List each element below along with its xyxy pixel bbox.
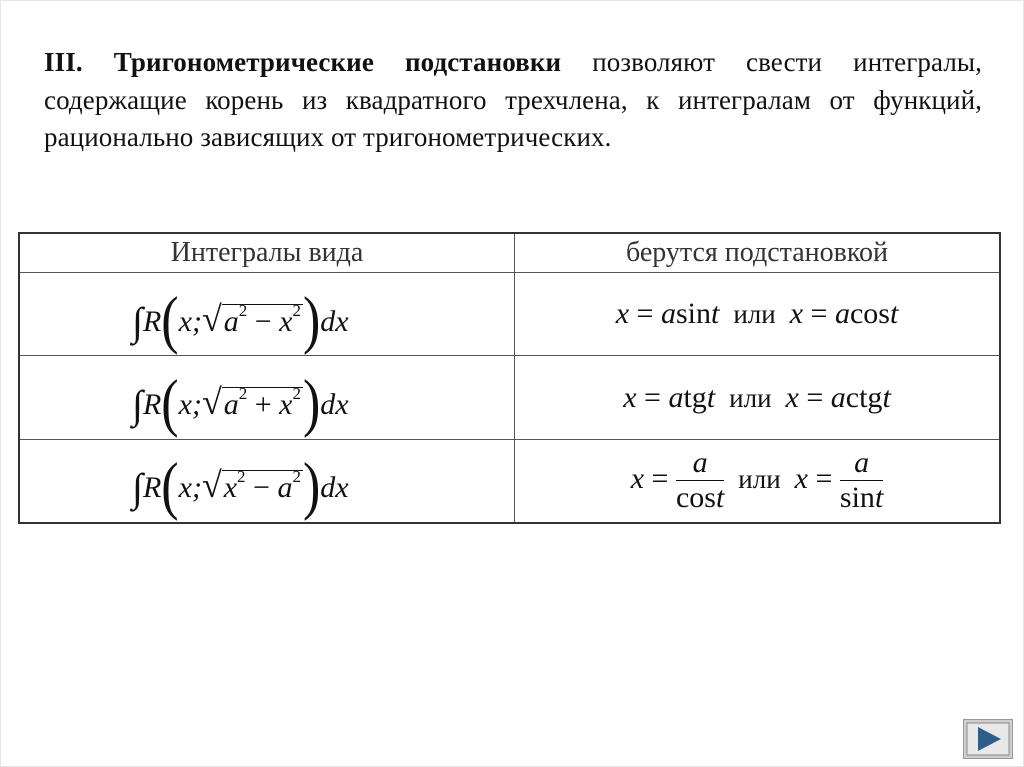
paragraph-body: позволяют свести интегралы, содержащие корень из квадратного трехчлена, к интегралам от функций, рационально зависящих от тригонометрических. bbox=[44, 47, 983, 152]
integral-cell bbox=[19, 356, 515, 439]
header-substitutions: берутся подстановкой bbox=[515, 233, 1001, 273]
substitution-cell bbox=[515, 439, 1001, 523]
integral-formula: $\int R(x;√x^2 - a^2)dx$ bbox=[132, 451, 349, 523]
table-row bbox=[19, 439, 1000, 523]
table-header-row bbox=[19, 233, 1000, 273]
substitution-formula: x = $\frac{a}{\cos t}$ или x = $\frac{a}{\sin t}$ bbox=[630, 446, 884, 515]
fraction: $\frac{a}{\sin t}$ bbox=[839, 446, 884, 515]
table-row bbox=[19, 356, 1000, 439]
substitution-cell bbox=[515, 356, 1001, 439]
bold-phrase: Тригонометрические подстановки bbox=[113, 47, 562, 77]
substitution-formula: x = atgt или x = actgt bbox=[623, 380, 891, 414]
next-slide-button[interactable] bbox=[963, 719, 1013, 759]
header-integrals: Интегралы вида bbox=[19, 233, 515, 273]
intro-paragraph bbox=[44, 44, 982, 157]
fraction: $\frac{a}{\cos t}$ bbox=[675, 446, 725, 515]
integral-formula: $\int R(x;√a^2 + x^2)dx$ bbox=[132, 367, 349, 440]
substitution-table bbox=[18, 232, 1001, 524]
substitution-formula: x = asint или x = acost bbox=[615, 297, 899, 331]
integral-cell bbox=[19, 273, 515, 356]
table-row bbox=[19, 273, 1000, 356]
integral-formula: $\int R(x;√a^2 - x^2)dx$ bbox=[132, 284, 349, 356]
play-arrow-icon bbox=[964, 720, 1012, 758]
integral-cell bbox=[19, 439, 515, 523]
section-numeral: III. bbox=[44, 47, 83, 77]
substitution-cell bbox=[515, 273, 1001, 356]
